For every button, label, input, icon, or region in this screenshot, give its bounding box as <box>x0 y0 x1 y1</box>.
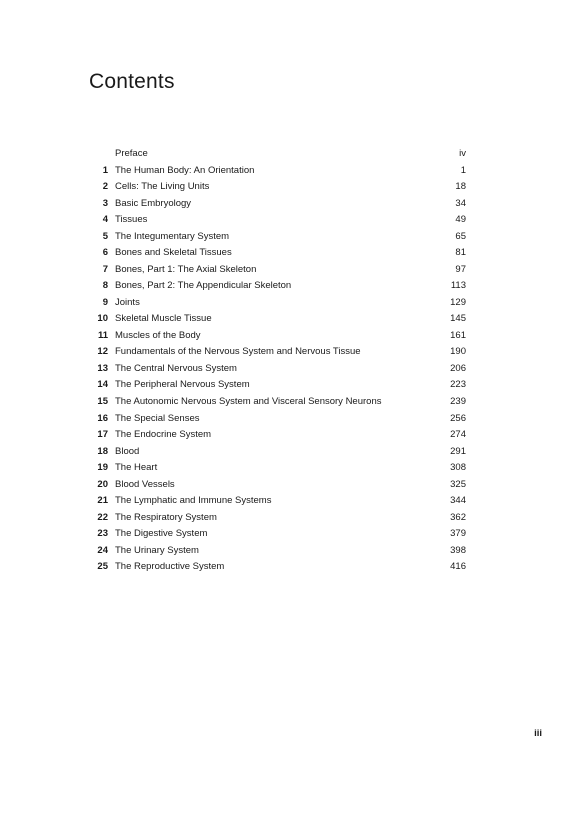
chapter-number: 12 <box>97 346 108 358</box>
chapter-number: 5 <box>102 230 108 242</box>
chapter-title: Muscles of the Body <box>115 329 201 341</box>
toc-entry <box>85 229 466 246</box>
page-number: iii <box>534 728 542 739</box>
chapter-page: 129 <box>450 296 466 308</box>
chapter-page: 18 <box>455 181 466 193</box>
chapter-title: Bones, Part 1: The Axial Skeleton <box>115 263 257 275</box>
chapter-page: 416 <box>450 561 466 573</box>
chapter-page: 274 <box>450 429 466 441</box>
toc-entry <box>85 559 466 576</box>
chapter-number: 15 <box>97 395 108 407</box>
toc-entry <box>85 245 466 262</box>
chapter-title: The Human Body: An Orientation <box>115 164 255 176</box>
chapter-title: Fundamentals of the Nervous System and Nervous Tissue <box>115 346 361 358</box>
chapter-page: 344 <box>450 495 466 507</box>
toc-entry <box>85 179 466 196</box>
chapter-title: Joints <box>115 296 140 308</box>
chapter-number: 25 <box>97 561 108 573</box>
toc-entry <box>85 212 466 229</box>
chapter-title: The Respiratory System <box>115 511 217 523</box>
chapter-title: Bones, Part 2: The Appendicular Skeleton <box>115 280 292 292</box>
chapter-title: Basic Embryology <box>115 197 192 209</box>
chapter-title: The Lymphatic and Immune Systems <box>115 495 272 507</box>
toc-entry <box>85 278 466 295</box>
toc-entry <box>85 427 466 444</box>
chapter-number: 24 <box>97 544 108 556</box>
chapter-title: Tissues <box>115 214 148 226</box>
toc-entry <box>85 377 466 394</box>
chapter-number: 23 <box>97 528 108 540</box>
chapter-page: 206 <box>450 362 466 374</box>
chapter-page: 398 <box>450 544 466 556</box>
chapter-number: 18 <box>97 445 108 457</box>
chapter-page: 291 <box>450 445 466 457</box>
chapter-number: 1 <box>102 164 108 176</box>
chapter-title: Blood Vessels <box>115 478 175 490</box>
table-of-contents <box>85 146 466 576</box>
toc-entry <box>85 526 466 543</box>
chapter-number: 17 <box>97 429 108 441</box>
toc-entry <box>85 493 466 510</box>
chapter-page: 190 <box>450 346 466 358</box>
chapter-title: The Urinary System <box>115 544 199 556</box>
chapter-page: 113 <box>450 280 466 292</box>
chapter-number: 20 <box>97 478 108 490</box>
chapter-page: 161 <box>450 329 466 341</box>
chapter-page: 223 <box>450 379 466 391</box>
chapter-number: 3 <box>102 197 108 209</box>
toc-entry <box>85 460 466 477</box>
chapter-title: The Central Nervous System <box>115 362 237 374</box>
chapter-title: The Peripheral Nervous System <box>115 379 250 391</box>
chapter-number: 19 <box>97 462 108 474</box>
chapter-number: 14 <box>97 379 108 391</box>
chapter-page: 379 <box>450 528 466 540</box>
chapter-number: 22 <box>97 511 108 523</box>
chapter-title: Blood <box>115 445 140 457</box>
chapter-number: 21 <box>97 495 108 507</box>
chapter-page: 256 <box>450 412 466 424</box>
chapter-title: The Heart <box>115 462 158 474</box>
chapter-number: 9 <box>102 296 108 308</box>
chapter-title: Preface <box>115 148 148 159</box>
toc-entry <box>85 510 466 527</box>
chapter-page: 65 <box>455 230 466 242</box>
chapter-page: 34 <box>455 197 466 209</box>
chapter-title: Skeletal Muscle Tissue <box>115 313 212 325</box>
toc-entry <box>85 295 466 312</box>
toc-entry <box>85 344 466 361</box>
page-title: Contents <box>89 70 175 93</box>
chapter-page: 308 <box>450 462 466 474</box>
toc-entry <box>85 444 466 461</box>
toc-entry <box>85 394 466 411</box>
chapter-number: 4 <box>102 214 108 226</box>
chapter-page: 1 <box>460 164 466 176</box>
chapter-page: 145 <box>450 313 466 325</box>
chapter-page: 362 <box>450 511 466 523</box>
chapter-number: 10 <box>97 313 108 325</box>
chapter-page: 49 <box>455 214 466 226</box>
chapter-page: 97 <box>455 263 466 275</box>
chapter-number: 8 <box>102 280 108 292</box>
toc-entry <box>85 146 466 163</box>
toc-entry <box>85 196 466 213</box>
chapter-title: The Digestive System <box>115 528 208 540</box>
toc-entry <box>85 311 466 328</box>
chapter-number: 16 <box>97 412 108 424</box>
chapter-page: iv <box>459 148 466 159</box>
chapter-number: 13 <box>97 362 108 374</box>
chapter-title: Cells: The Living Units <box>115 181 210 193</box>
toc-entry <box>85 411 466 428</box>
chapter-title: Bones and Skeletal Tissues <box>115 247 232 259</box>
chapter-title: The Reproductive System <box>115 561 225 573</box>
toc-entry <box>85 262 466 279</box>
chapter-title: The Autonomic Nervous System and Visceral Sensory Neurons <box>115 395 382 407</box>
chapter-number: 6 <box>102 247 108 259</box>
chapter-page: 325 <box>450 478 466 490</box>
chapter-number: 7 <box>102 263 108 275</box>
toc-entry <box>85 361 466 378</box>
chapter-number: 11 <box>97 329 108 341</box>
toc-entry <box>85 543 466 560</box>
chapter-page: 239 <box>450 395 466 407</box>
toc-entry <box>85 477 466 494</box>
toc-entry <box>85 328 466 345</box>
chapter-title: The Endocrine System <box>115 429 212 441</box>
chapter-title: The Special Senses <box>115 412 200 424</box>
chapter-page: 81 <box>455 247 466 259</box>
toc-entry <box>85 163 466 180</box>
chapter-title: The Integumentary System <box>115 230 230 242</box>
chapter-number: 2 <box>102 181 108 193</box>
